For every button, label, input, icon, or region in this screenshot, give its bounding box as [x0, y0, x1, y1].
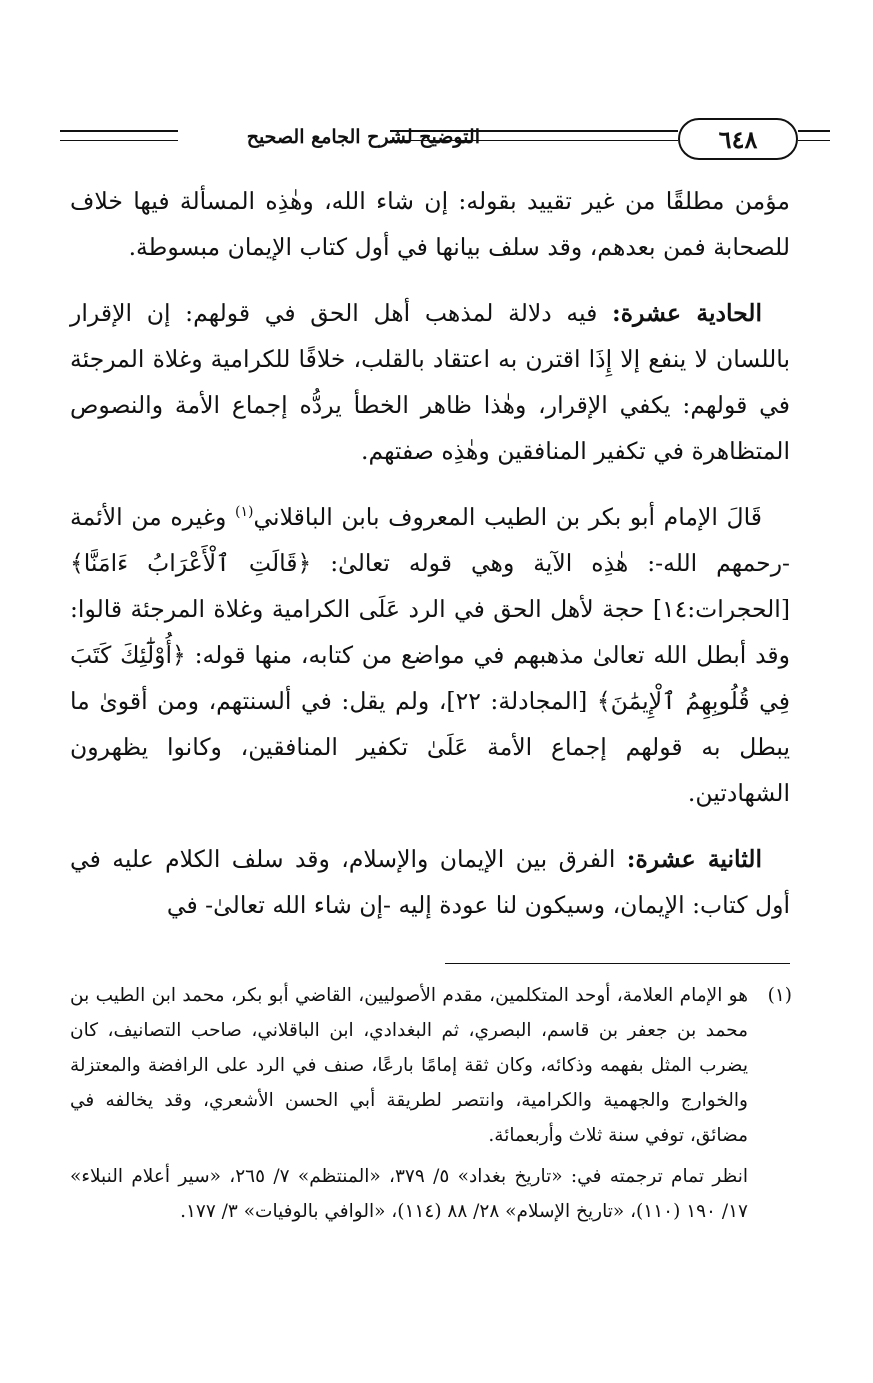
paragraph-1-text: مؤمن مطلقًا من غير تقييد بقوله: إن شاء الله، وهٰذِه المسألة فيها خلاف للصحابة فمن بعدهم، وقد سلف بيانها في أول كتاب الإيمان مبسوطة. — [70, 187, 790, 261]
footnote-1-text: هو الإمام العلامة، أوحد المتكلمين، مقدم الأصوليين، القاضي أبو بكر، محمد ابن الطيب بن محمد بن جعفر بن قاسم، البصري، ثم البغدادي، ابن الباقلاني، صاحب التصانيف، كان يضرب المثل بفهمه وذكائه، وكان ثقة إمامًا بارعًا، صنف في الرد على الرافضة والمعتزلة والخوارج والجهمية والكرامية، وانتصر لطريقة أبي الحسن الأشعري، وقد يخالفه في مضائق، توفي سنة ثلاث وأربعمائة. — [70, 985, 748, 1146]
paragraph-3-text-b: وغيره من الأئمة -رحمهم الله-: هٰذِه الآية وهي قوله تعالىٰ: ﴿قَالَتِ ٱلْأَعْرَابُ ءَامَنَّا﴾ [الحجرات:١٤] حجة لأهل الحق في الرد عَلَى الكرامية وغلاة المرجئة قالوا: وقد أبطل الله تعالىٰ مذهبهم في مواضع من كتابه، منها قوله: ﴿أُوْلَٰٓئِكَ كَتَبَ فِي قُلُوبِهِمُ ٱلْإِيمَٰنَ﴾ [المجادلة: ٢٢]، ولم يقل: في ألسنتهم، ومن أقوىٰ ما يبطل به قولهم إجماع الأمة عَلَىٰ تكفير المنافقين، وكانوا يظهرون الشهادتين. — [70, 503, 790, 807]
paragraph-4 — [70, 836, 790, 928]
paragraph-2-heading: الحادية عشرة: — [612, 299, 762, 327]
page-number-badge — [678, 118, 798, 160]
paragraph-2-text: فيه دلالة لمذهب أهل الحق في قولهم: إن الإقرار باللسان لا ينفع إلا إِذَا اقترن به اعتقاد بالقلب، خلافًا للكرامية وغلاة المرجئة في قولهم: يكفي الإقرار، وهٰذا ظاهر الخطأ يردُّه إجماع الأمة والنصوص المتظاهرة في تكفير المنافقين وهٰذِه صفتهم. — [70, 299, 790, 465]
main-text — [70, 178, 790, 948]
header-rule-left-bottom — [60, 140, 178, 141]
header-rule-right-top — [798, 130, 830, 132]
footnotes — [70, 978, 792, 1235]
paragraph-4-text: الفرق بين الإيمان والإسلام، وقد سلف الكلام عليه في أول كتاب: الإيمان، وسيكون لنا عودة إليه -إن شاء الله تعالىٰ- في — [70, 845, 790, 919]
page-number: ٦٤٨ — [718, 124, 758, 154]
paragraph-3-text-a: قَالَ الإمام أبو بكر بن الطيب المعروف بابن الباقلاني — [253, 503, 762, 531]
header-rule-right-bottom — [798, 140, 830, 141]
footnote-1 — [70, 978, 792, 1235]
footnote-1-references: انظر تمام ترجمته في: «تاريخ بغداد» ٥/ ٣٧٩، «المنتظم» ٧/ ٢٦٥، «سير أعلام النبلاء» ١٧/ ١٩٠ (١١٠)، «تاريخ الإسلام» ٢٨/ ٨٨ (١١٤)، «الوافي بالوفيات» ٣/ ١٧٧. — [70, 1166, 748, 1222]
footnote-1-number: (١) — [767, 985, 792, 1006]
header-rule-middle-top — [390, 130, 678, 132]
running-title: التوضيح لشرح الجامع الصحيح — [246, 126, 480, 148]
header-rule-middle-bottom — [390, 140, 678, 141]
paragraph-4-heading: الثانية عشرة: — [626, 845, 762, 873]
footnote-separator — [445, 963, 790, 964]
page-header — [60, 118, 830, 162]
footnote-1-body — [70, 978, 748, 1235]
paragraph-2 — [70, 290, 790, 474]
header-rule-left-top — [60, 130, 178, 132]
paragraph-3 — [70, 494, 790, 816]
footnote-reference: (١) — [234, 504, 254, 521]
paragraph-1 — [70, 178, 790, 270]
